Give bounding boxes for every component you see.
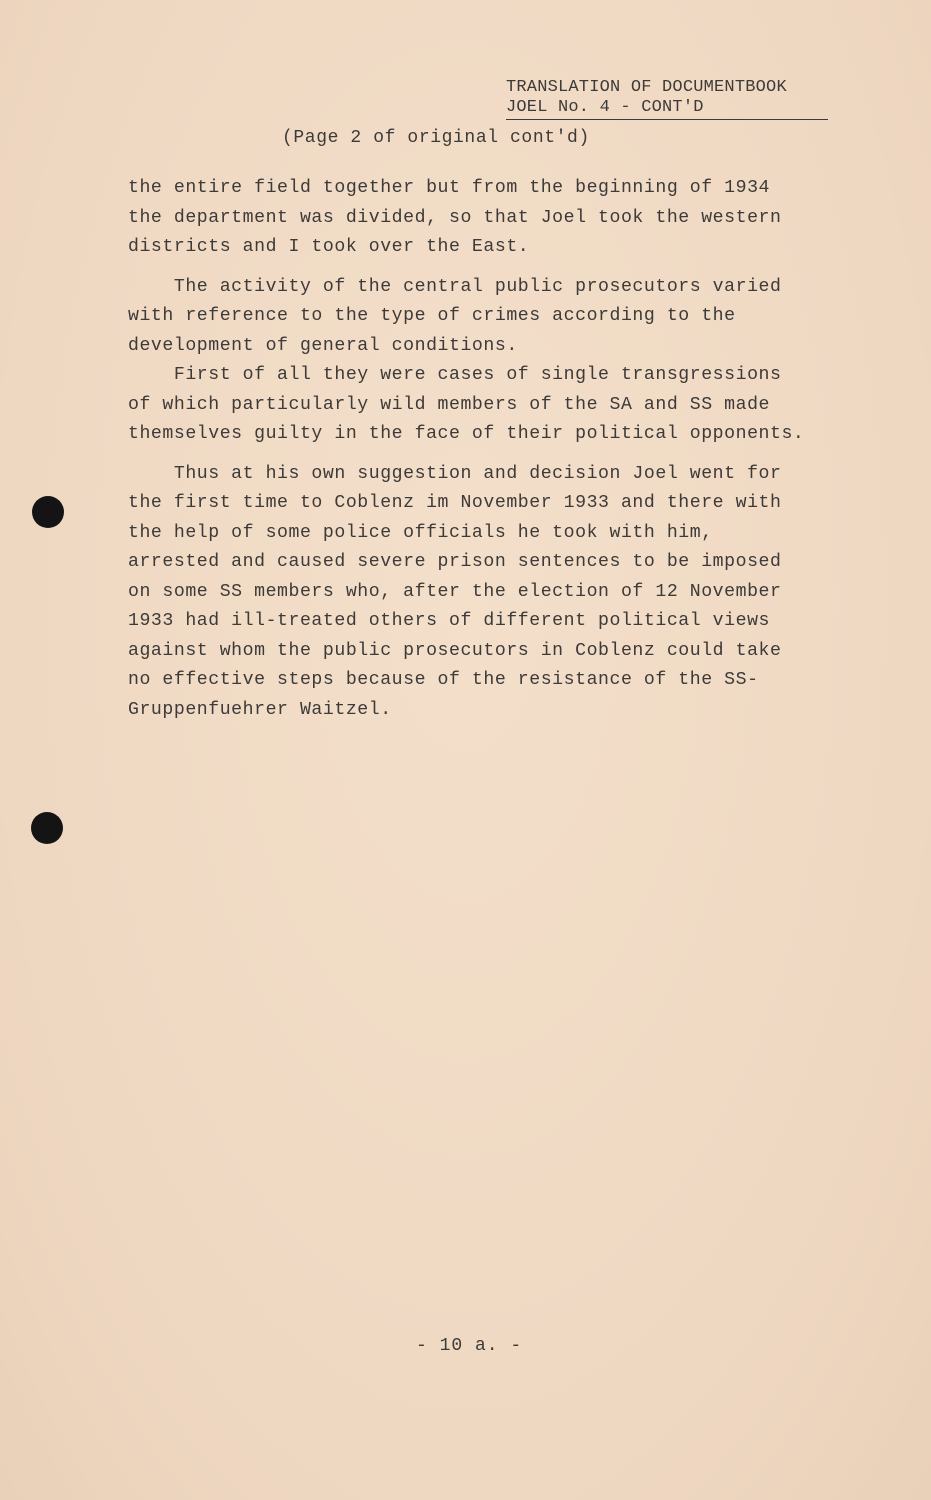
paragraph-4	[128, 460, 848, 726]
header-line-1: TRANSLATION OF DOCUMENTBOOK	[506, 78, 787, 97]
text-line: development of general conditions.	[128, 335, 518, 356]
text-line: First of all they were cases of single transgressions	[128, 365, 782, 385]
text-line: Gruppenfuehrer Waitzel.	[128, 699, 392, 720]
document-header	[506, 78, 828, 120]
punch-hole-bottom	[31, 812, 63, 844]
paragraph-2	[128, 273, 848, 362]
paragraph-3	[128, 361, 848, 450]
text-line: the first time to Coblenz im November 1933 and there with	[128, 493, 782, 513]
page-number: - 10 a. -	[416, 1336, 523, 1356]
text-line: themselves guilty in the face of their political opponents.	[128, 424, 805, 444]
text-line: against whom the public prosecutors in Coblenz could take	[128, 640, 782, 661]
header-line-2: JOEL No. 4 - CONT'D	[506, 98, 828, 120]
text-line: districts and I took over the East.	[128, 237, 530, 257]
text-line: no effective steps because of the resistance of the SS-	[128, 670, 759, 690]
paragraph-1	[128, 174, 848, 263]
text-line: the help of some police officials he took with him,	[128, 522, 713, 543]
body-text	[128, 174, 848, 725]
text-line: with reference to the type of crimes according to the	[128, 306, 736, 326]
text-line: on some SS members who, after the election of 12 November	[128, 581, 782, 602]
page-subheading: (Page 2 of original cont'd)	[282, 128, 590, 148]
text-line: 1933 had ill-treated others of different political views	[128, 611, 770, 631]
text-line: Thus at his own suggestion and decision Joel went for	[128, 463, 782, 484]
punch-hole-top	[32, 496, 64, 528]
text-line: The activity of the central public prosecutors varied	[128, 276, 782, 297]
text-line: the department was divided, so that Joel took the western	[128, 207, 782, 228]
text-line: the entire field together but from the beginning of 1934	[128, 178, 770, 198]
text-line: of which particularly wild members of the SA and SS made	[128, 394, 770, 415]
text-line: arrested and caused severe prison sentences to be imposed	[128, 552, 782, 572]
